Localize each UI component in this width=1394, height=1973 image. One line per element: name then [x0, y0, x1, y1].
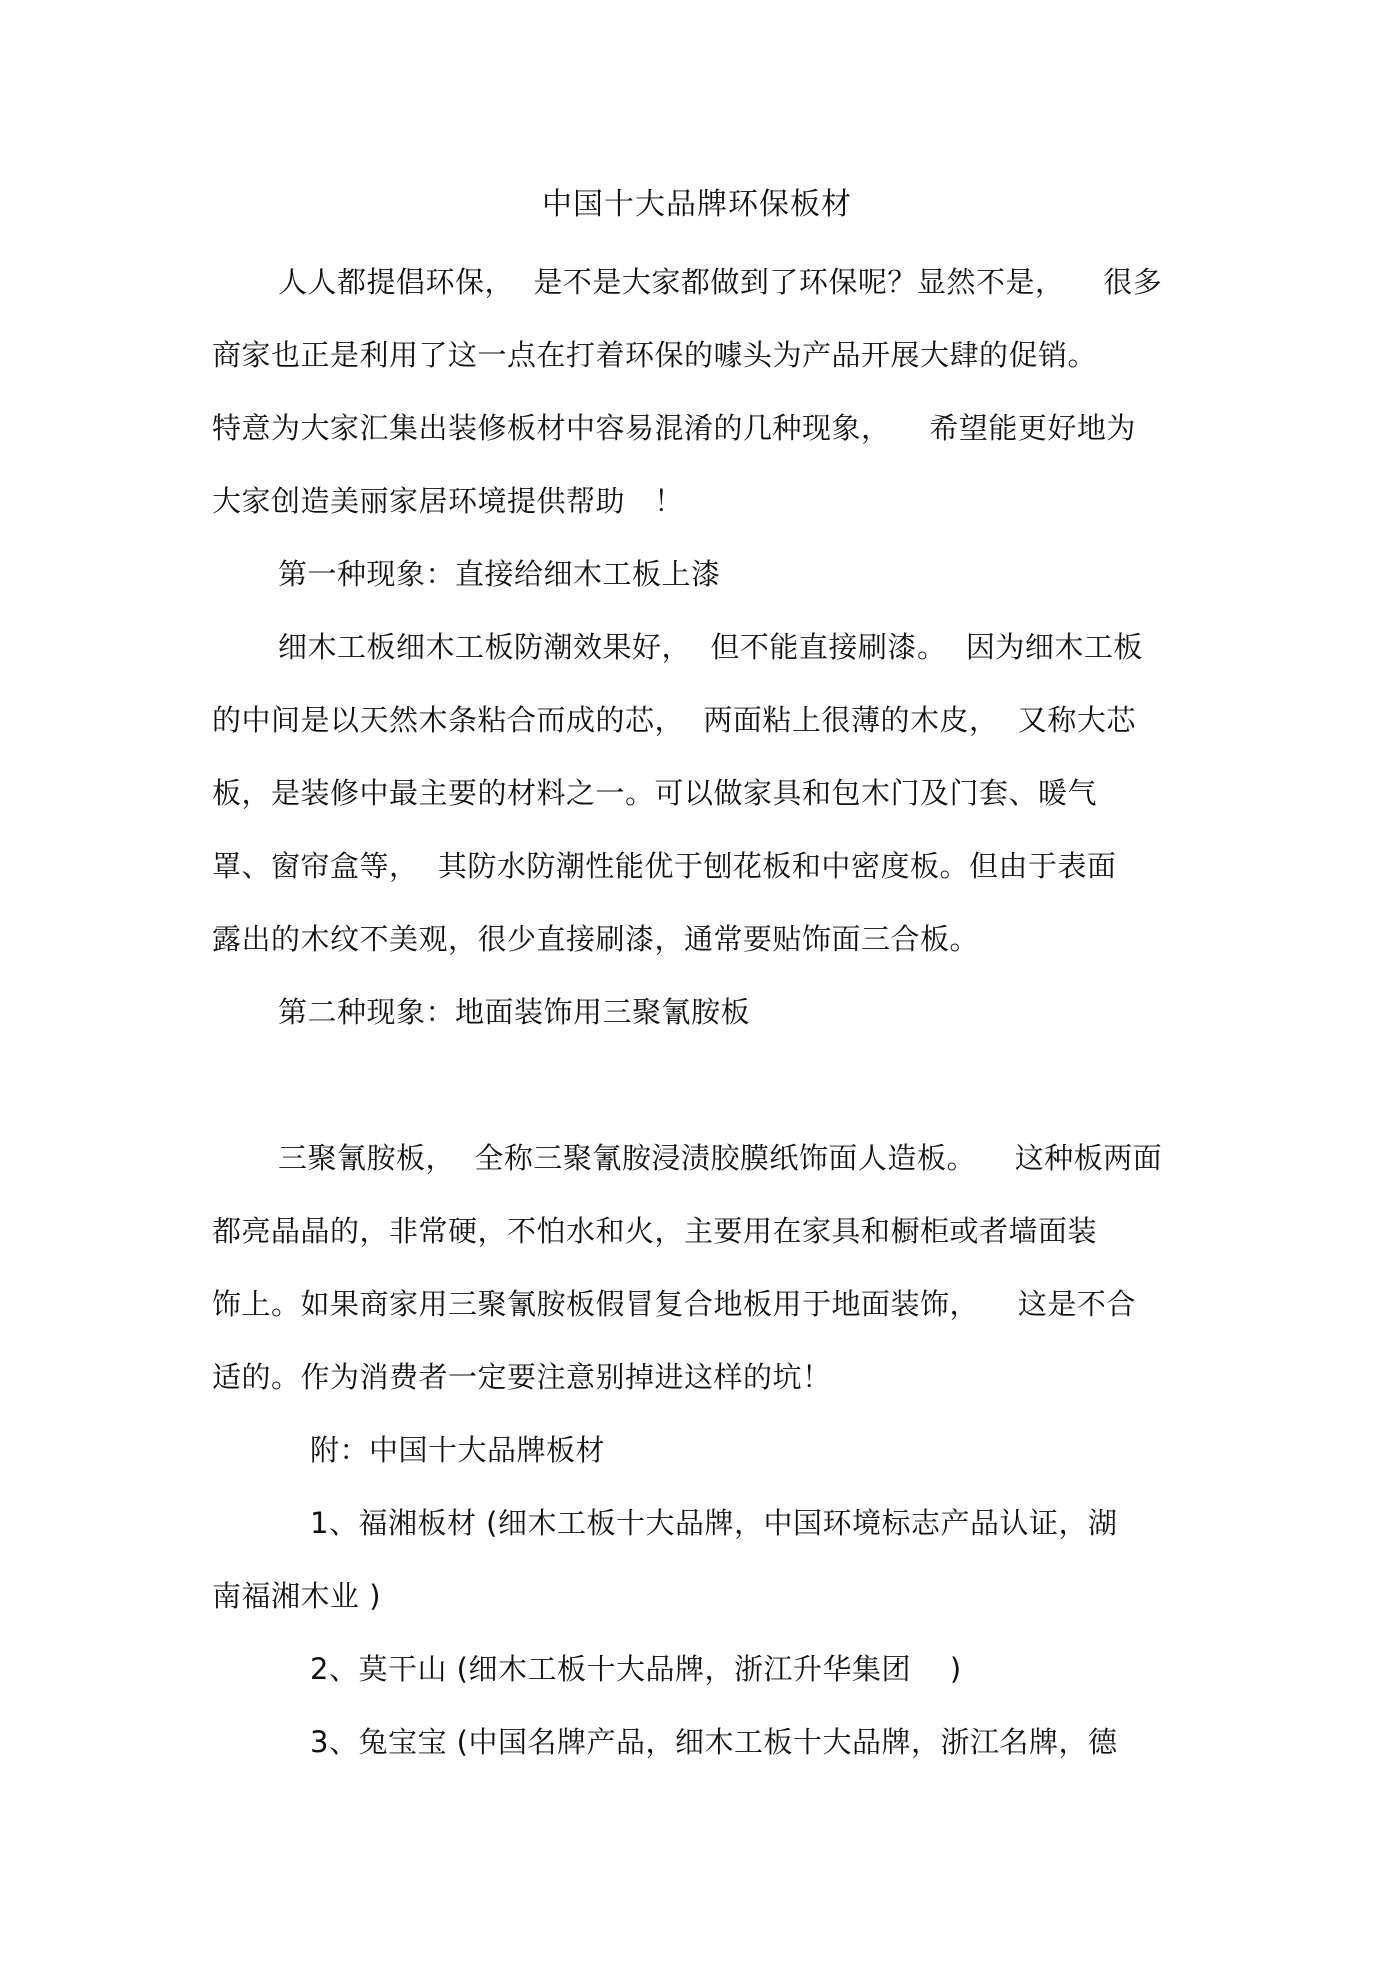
list-item-continuation: 南福湘木业 ) [212, 1579, 382, 1613]
paragraph-line: 大家创造美丽家居环境提供帮助 ！ [212, 484, 684, 518]
paragraph-line: 露出的木纹不美观，很少直接刷漆，通常要贴饰面三合板。 [212, 922, 980, 956]
paragraph-line: 人人都提倡环保， 是不是大家都做到了环保呢？显然不是， 很多 [278, 265, 1163, 299]
paragraph-line: 的中间是以天然木条粘合而成的芯， 两面粘上很薄的木皮， 又称大芯 [212, 703, 1136, 737]
paragraph-line: 板，是装修中最主要的材料之一。可以做家具和包木门及门套、暖气 [212, 776, 1098, 810]
document-title: 中国十大品牌环保板材 [542, 187, 852, 222]
paragraph-line: 都亮晶晶的，非常硬，不怕水和火，主要用在家具和橱柜或者墙面装 [212, 1214, 1098, 1248]
paragraph-line: 细木工板细木工板防潮效果好， 但不能直接刷漆。 因为细木工板 [278, 630, 1143, 664]
paragraph-line: 特意为大家汇集出装修板材中容易混淆的几种现象， 希望能更好地为 [212, 411, 1136, 445]
list-item: 3、兔宝宝 (中国名牌产品，细木工板十大品牌，浙江名牌，德 [310, 1725, 1118, 1759]
paragraph-line: 三聚氰胺板， 全称三聚氰胺浸渍胶膜纸饰面人造板。 这种板两面 [278, 1141, 1163, 1175]
paragraph-line: 商家也正是利用了这一点在打着环保的噱头为产品开展大肆的促销。 [212, 338, 1098, 372]
paragraph-line: 饰上。如果商家用三聚氰胺板假冒复合地板用于地面装饰， 这是不合 [212, 1287, 1136, 1321]
list-item: 2、莫干山 (细木工板十大品牌，浙江升华集团 ) [310, 1652, 962, 1686]
appendix-heading: 附：中国十大品牌板材 [310, 1433, 606, 1467]
section-heading: 第一种现象：直接给细木工板上漆 [278, 557, 721, 591]
paragraph-line: 适的。作为消费者一定要注意别掉进这样的坑！ [212, 1360, 832, 1394]
paragraph-line: 罩、窗帘盒等， 其防水防潮性能优于刨花板和中密度板。但由于表面 [212, 849, 1117, 883]
section-heading: 第二种现象：地面装饰用三聚氰胺板 [278, 995, 751, 1029]
list-item: 1、福湘板材 (细木工板十大品牌，中国环境标志产品认证，湖 [310, 1506, 1118, 1540]
